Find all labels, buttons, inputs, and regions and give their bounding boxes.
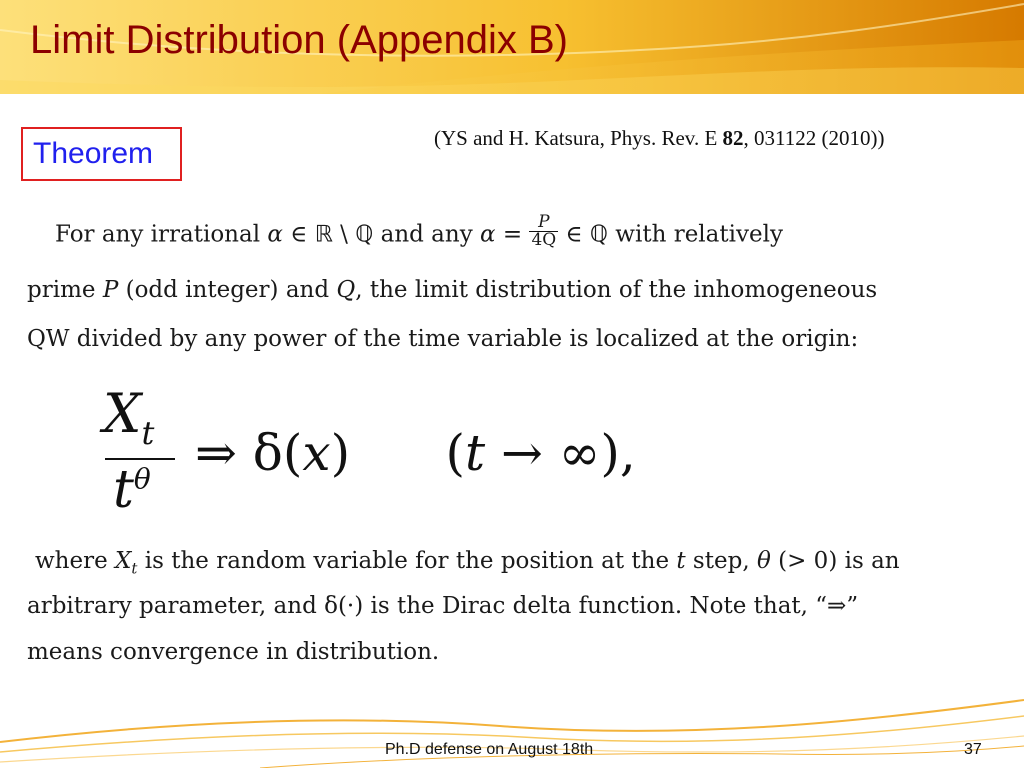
theorem-line-3: QW divided by any power of the time variable is localized at the origin: bbox=[27, 326, 859, 352]
explanation-text: (> 0) is an bbox=[770, 548, 900, 574]
eq-t-var: t bbox=[464, 424, 486, 482]
citation bbox=[434, 126, 884, 151]
theorem-label: Theorem bbox=[33, 137, 154, 170]
theorem-text: prime bbox=[27, 277, 103, 303]
eq-sub-t: t bbox=[141, 413, 155, 452]
explanation-text: where bbox=[35, 548, 116, 574]
math-reals: ℝ bbox=[314, 221, 333, 248]
theorem-box bbox=[21, 127, 182, 181]
explanation-line-2: arbitrary parameter, and δ(·) is the Dirac delta function. Note that, “⇒” bbox=[27, 593, 859, 619]
math-fraction bbox=[529, 214, 558, 249]
math-p: P bbox=[102, 277, 119, 303]
equation-rhs bbox=[195, 424, 636, 482]
math-setminus: \ bbox=[332, 221, 356, 248]
math-theta: θ bbox=[756, 548, 771, 574]
math-alpha: α bbox=[480, 221, 496, 248]
eq-implies-delta: ⇒ δ( bbox=[195, 424, 303, 482]
page-number: 37 bbox=[964, 741, 982, 758]
citation-suffix: , 031122 (2010)) bbox=[743, 126, 885, 150]
equation-denominator bbox=[113, 460, 151, 520]
theorem-text: , the limit distribution of the inhomogeneous bbox=[355, 277, 878, 303]
math-sub-t: t bbox=[131, 559, 138, 578]
citation-volume: 82 bbox=[722, 126, 744, 150]
math-equals: = bbox=[495, 221, 530, 248]
eq-sup-theta: θ bbox=[133, 462, 151, 496]
theorem-text: For any irrational bbox=[55, 221, 268, 248]
eq-limit: → ∞), bbox=[485, 424, 636, 482]
explanation-line-3: means convergence in distribution. bbox=[27, 639, 440, 665]
fraction-denominator: 4Q bbox=[531, 230, 557, 250]
explanation-line-1 bbox=[35, 548, 900, 578]
equation-numerator bbox=[103, 382, 154, 452]
theorem-text: with relatively bbox=[607, 221, 783, 248]
theorem-text: and any bbox=[373, 221, 480, 248]
footer-text: Ph.D defense on August 18th bbox=[385, 741, 594, 758]
theorem-line-2 bbox=[27, 277, 877, 303]
math-rationals: ℚ bbox=[355, 221, 374, 248]
math-q: Q bbox=[336, 277, 356, 303]
theorem-line-1 bbox=[55, 212, 783, 253]
slide-title: Limit Distribution (Appendix B) bbox=[30, 18, 568, 62]
explanation-text: step, bbox=[685, 548, 757, 574]
eq-x-var: x bbox=[302, 424, 331, 482]
eq-t: t bbox=[113, 460, 134, 520]
math-alpha: α bbox=[267, 221, 283, 248]
explanation-text: is the random variable for the position at the bbox=[137, 548, 677, 574]
eq-paren: ) ( bbox=[330, 424, 465, 482]
math-t: t bbox=[676, 548, 686, 574]
math-in: ∈ bbox=[282, 221, 315, 248]
math-x: X bbox=[115, 548, 132, 574]
fraction-numerator: P bbox=[529, 214, 558, 232]
eq-x: X bbox=[103, 382, 142, 445]
citation-prefix: (YS and H. Katsura, Phys. Rev. E bbox=[434, 126, 723, 150]
math-rationals: ℚ bbox=[589, 221, 608, 248]
theorem-text: (odd integer) and bbox=[118, 277, 337, 303]
limit-equation bbox=[95, 382, 715, 522]
math-in: ∈ bbox=[558, 221, 590, 248]
